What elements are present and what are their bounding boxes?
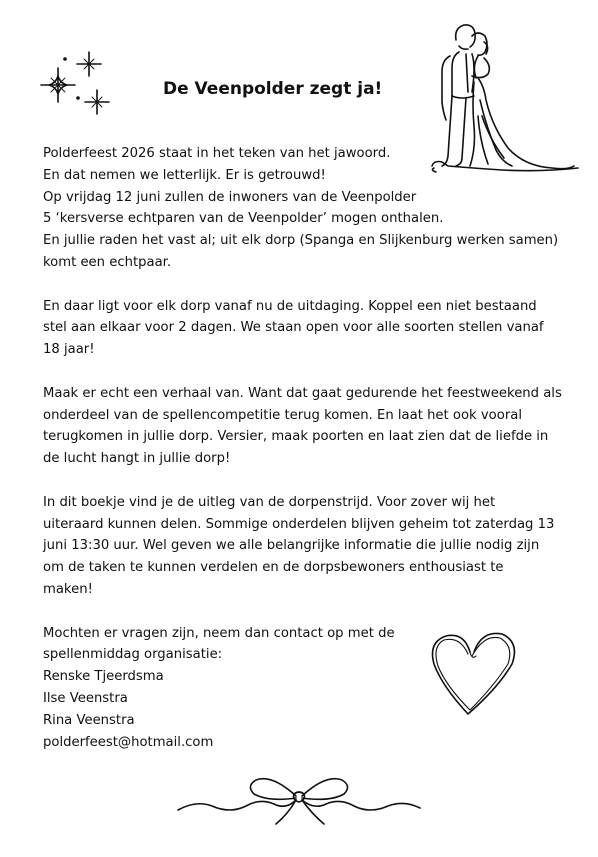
paragraph-line: de lucht hangt in jullie dorp! xyxy=(43,451,231,467)
paragraph-line: maken! xyxy=(43,581,93,597)
story-paragraph xyxy=(43,383,583,470)
paragraph-line: uiteraard kunnen delen. Sommige onderdelen blijven geheim tot zaterdag 13 xyxy=(43,516,555,532)
contact-name: Ilse Veenstra xyxy=(43,690,128,706)
paragraph-line: stel aan elkaar voor 2 dagen. We staan open voor alle soorten stellen vanaf xyxy=(43,320,544,336)
contact-intro-line: Mochten er vragen zijn, neem dan contact op met de xyxy=(43,625,395,641)
paragraph-line: In dit boekje vind je de uitleg van de dorpenstrijd. Voor zover wij het xyxy=(43,494,496,510)
paragraph-line: 5 ‘kersverse echtparen van de Veenpolder’ mogen onthalen. xyxy=(43,211,444,227)
intro-paragraph xyxy=(43,143,583,274)
contact-name: Rina Veenstra xyxy=(43,712,135,728)
paragraph-line: komt een echtpaar. xyxy=(43,254,172,270)
paragraph-line: Op vrijdag 12 juni zullen de inwoners van de Veenpolder xyxy=(43,189,417,205)
paragraph-line: 18 jaar! xyxy=(43,342,95,358)
paragraph-line: om de taken te kunnen verdelen en de dorpsbewoners enthousiast te xyxy=(43,560,504,576)
challenge-paragraph xyxy=(43,296,583,361)
paragraph-line: En jullie raden het vast al; uit elk dorp (Spanga en Slijkenburg werken samen) xyxy=(43,233,559,249)
contact-name: Renske Tjeerdsma xyxy=(43,669,164,685)
contact-email: polderfeest@hotmail.com xyxy=(43,734,214,750)
heart-icon xyxy=(424,622,524,722)
contact-intro-line: spellenmiddag organisatie: xyxy=(43,647,223,663)
booklet-paragraph xyxy=(43,492,583,601)
paragraph-line: juni 13:30 uur. Wel geven we alle belangrijke informatie die jullie nodig zijn xyxy=(43,538,540,554)
paragraph-line: Polderfeest 2026 staat in het teken van het jawoord. xyxy=(43,146,391,161)
sparkles-icon xyxy=(38,46,114,118)
paragraph-line: onderdeel van de spellencompetitie terug komen. En laat het ook vooral xyxy=(43,407,522,423)
paragraph-line: terugkomen in jullie dorp. Versier, maak poorten en laat zien dat de liefde in xyxy=(43,429,549,445)
paragraph-line: Maak er echt een verhaal van. Want dat gaat gedurende het feestweekend als xyxy=(43,385,562,401)
paragraph-line: En dat nemen we letterlijk. Er is getrouwd! xyxy=(43,167,326,183)
page-title: De Veenpolder zegt ja! xyxy=(163,79,383,99)
paragraph-line: En daar ligt voor elk dorp vanaf nu de uitdaging. Koppel een niet bestaand xyxy=(43,298,537,314)
ribbon-bow-icon xyxy=(176,770,422,828)
